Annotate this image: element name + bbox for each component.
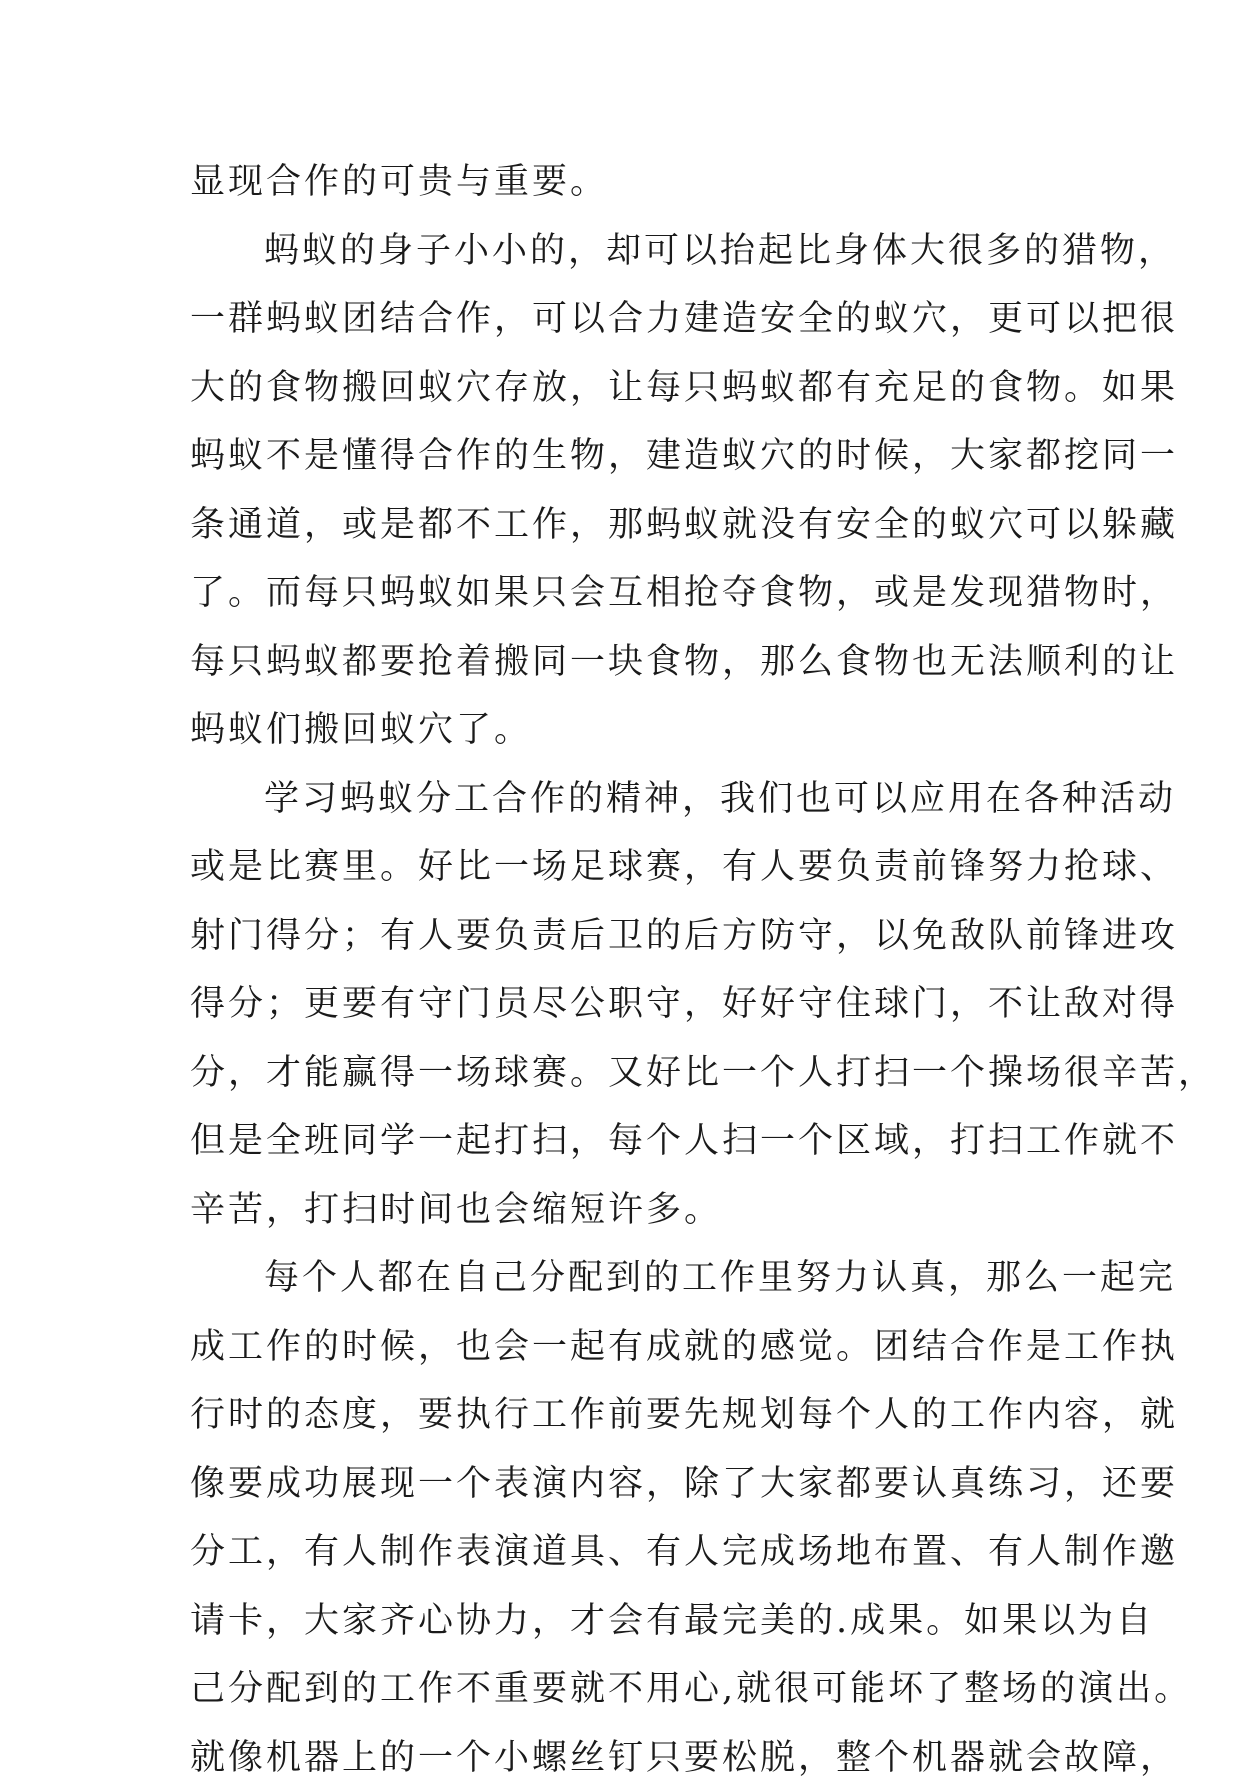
- text-line: 一群蚂蚁团结合作，可以合力建造安全的蚁穴，更可以把很: [190, 285, 1062, 354]
- text-line: 条通道，或是都不工作，那蚂蚁就没有安全的蚁穴可以躲藏: [190, 491, 1062, 560]
- paragraph-first-line: 学习蚂蚁分工合作的精神，我们也可以应用在各种活动: [190, 765, 1062, 834]
- text-line: 蚂蚁不是懂得合作的生物，建造蚁穴的时候，大家都挖同一: [190, 422, 1062, 491]
- text-line: 就像机器上的一个小螺丝钉只要松脱，整个机器就会故障，: [190, 1724, 1062, 1792]
- text-line: 辛苦，打扫时间也会缩短许多。: [190, 1176, 1062, 1245]
- text-line: 但是全班同学一起打扫，每个人扫一个区域，打扫工作就不: [190, 1107, 1062, 1176]
- text-line: 请卡，大家齐心协力，才会有最完美的.成果。如果以为自: [190, 1587, 1062, 1656]
- text-line: 分，才能赢得一场球赛。又好比一个人打扫一个操场很辛苦，: [190, 1039, 1062, 1108]
- paragraph-first-line: 蚂蚁的身子小小的，却可以抬起比身体大很多的猎物，: [190, 217, 1062, 286]
- text-line: 射门得分；有人要负责后卫的后方防守，以免敌队前锋进攻: [190, 902, 1062, 971]
- text-line: 显现合作的可贵与重要。: [190, 148, 1062, 217]
- text-line: 像要成功展现一个表演内容，除了大家都要认真练习，还要: [190, 1450, 1062, 1519]
- text-line: 每只蚂蚁都要抢着搬同一块食物，那么食物也无法顺利的让: [190, 628, 1062, 697]
- text-line: 得分；更要有守门员尽公职守，好好守住球门，不让敌对得: [190, 970, 1062, 1039]
- paragraph-first-line: 每个人都在自己分配到的工作里努力认真，那么一起完: [190, 1244, 1062, 1313]
- text-line: 蚂蚁们搬回蚁穴了。: [190, 696, 1062, 765]
- text-line: 分工，有人制作表演道具、有人完成场地布置、有人制作邀: [190, 1518, 1062, 1587]
- text-line: 大的食物搬回蚁穴存放，让每只蚂蚁都有充足的食物。如果: [190, 354, 1062, 423]
- text-line: 己分配到的工作不重要就不用心,就很可能坏了整场的演出。: [190, 1655, 1062, 1724]
- text-line: 了。而每只蚂蚁如果只会互相抢夺食物，或是发现猎物时，: [190, 559, 1062, 628]
- text-line: 行时的态度，要执行工作前要先规划每个人的工作内容，就: [190, 1381, 1062, 1450]
- body-text: [190, 148, 1062, 1792]
- text-line: 或是比赛里。好比一场足球赛，有人要负责前锋努力抢球、: [190, 833, 1062, 902]
- text-line: 成工作的时候，也会一起有成就的感觉。团结合作是工作执: [190, 1313, 1062, 1382]
